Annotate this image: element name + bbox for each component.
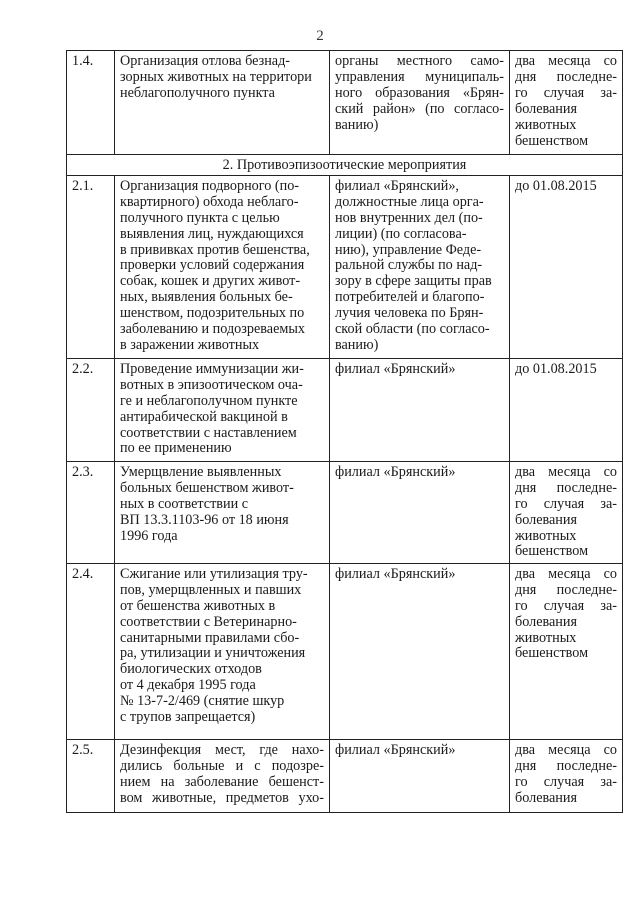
page-number: 2 (316, 28, 324, 44)
deadline-cell: два месяца со дня последне- го случая за- болевания животных бешенством (510, 461, 623, 563)
measure-cell: Организация отлова безнад- зорных животных на территори неблагополучного пункта (115, 51, 330, 155)
measure-cell: Проведение иммунизации жи- вотных в эпизоотическом оча- ге и неблагополучном пункте антирабической вакциной в соответствии с наставлением по ее применению (115, 358, 330, 461)
responsible-cell: филиал «Брянский», должностные лица орга- нов внутренних дел (по- лиции) (по согласова- нию), управление Феде- ральной службы по над- зору в сфере защиты прав потребителей и благопо- лучия человека по Брян- ской области (по согласо- ванию) (330, 175, 510, 358)
deadline-cell: до 01.08.2015 (510, 358, 623, 461)
row-number: 1.4. (67, 51, 115, 155)
deadline-cell: два месяца со дня последне- го случая за- болевания животных бешенством (510, 51, 623, 155)
deadline-cell: два месяца со дня последне- го случая за- болевания животных бешенством (510, 563, 623, 739)
table-row (67, 739, 623, 812)
table-row (67, 461, 623, 563)
measure-cell: Организация подворного (по- квартирного) обхода неблаго- получного пункта с целью выявления лиц, нуждающихся в прививках против бешенства, проверки условий содержания собак, кошек и других живот- ных, выявления больных бе- шенством, подозрительных по заболеванию и подозреваемых в заражении животных (115, 175, 330, 358)
table-row (67, 563, 623, 739)
responsible-cell: органы местного само- управления муниципаль- ного образования «Брян- ский район» (по согласо- ванию) (330, 51, 510, 155)
responsible-cell: филиал «Брянский» (330, 358, 510, 461)
measure-cell: Дезинфекция мест, где нахо- дились больные и с подозре- нием на заболевание бешенст- вом животные, предметов ухо- (115, 739, 330, 812)
measures-table (66, 50, 623, 813)
responsible-cell: филиал «Брянский» (330, 739, 510, 812)
table-row (67, 358, 623, 461)
row-number: 2.1. (67, 175, 115, 358)
table-row (67, 175, 623, 358)
section-title: 2. Противоэпизоотические мероприятия (67, 155, 623, 176)
deadline-cell: до 01.08.2015 (510, 175, 623, 358)
row-number: 2.2. (67, 358, 115, 461)
measure-cell: Сжигание или утилизация тру- пов, умерщвленных и павших от бешенства животных в соответствии с Ветеринарно- санитарными правилами сбо- ра, утилизации и уничтожения биологических отходов от 4 декабря 1995 года № 13-7-2/469 (снятие шкур с трупов запрещается) (115, 563, 330, 739)
table-row (67, 51, 623, 155)
responsible-cell: филиал «Брянский» (330, 563, 510, 739)
row-number: 2.3. (67, 461, 115, 563)
responsible-cell: филиал «Брянский» (330, 461, 510, 563)
section-row (67, 155, 623, 176)
row-number: 2.5. (67, 739, 115, 812)
row-number: 2.4. (67, 563, 115, 739)
deadline-cell: два месяца со дня последне- го случая за- болевания (510, 739, 623, 812)
measure-cell: Умерщвление выявленных больных бешенством живот- ных в соответствии с ВП 13.3.1103-96 от 18 июня 1996 года (115, 461, 330, 563)
